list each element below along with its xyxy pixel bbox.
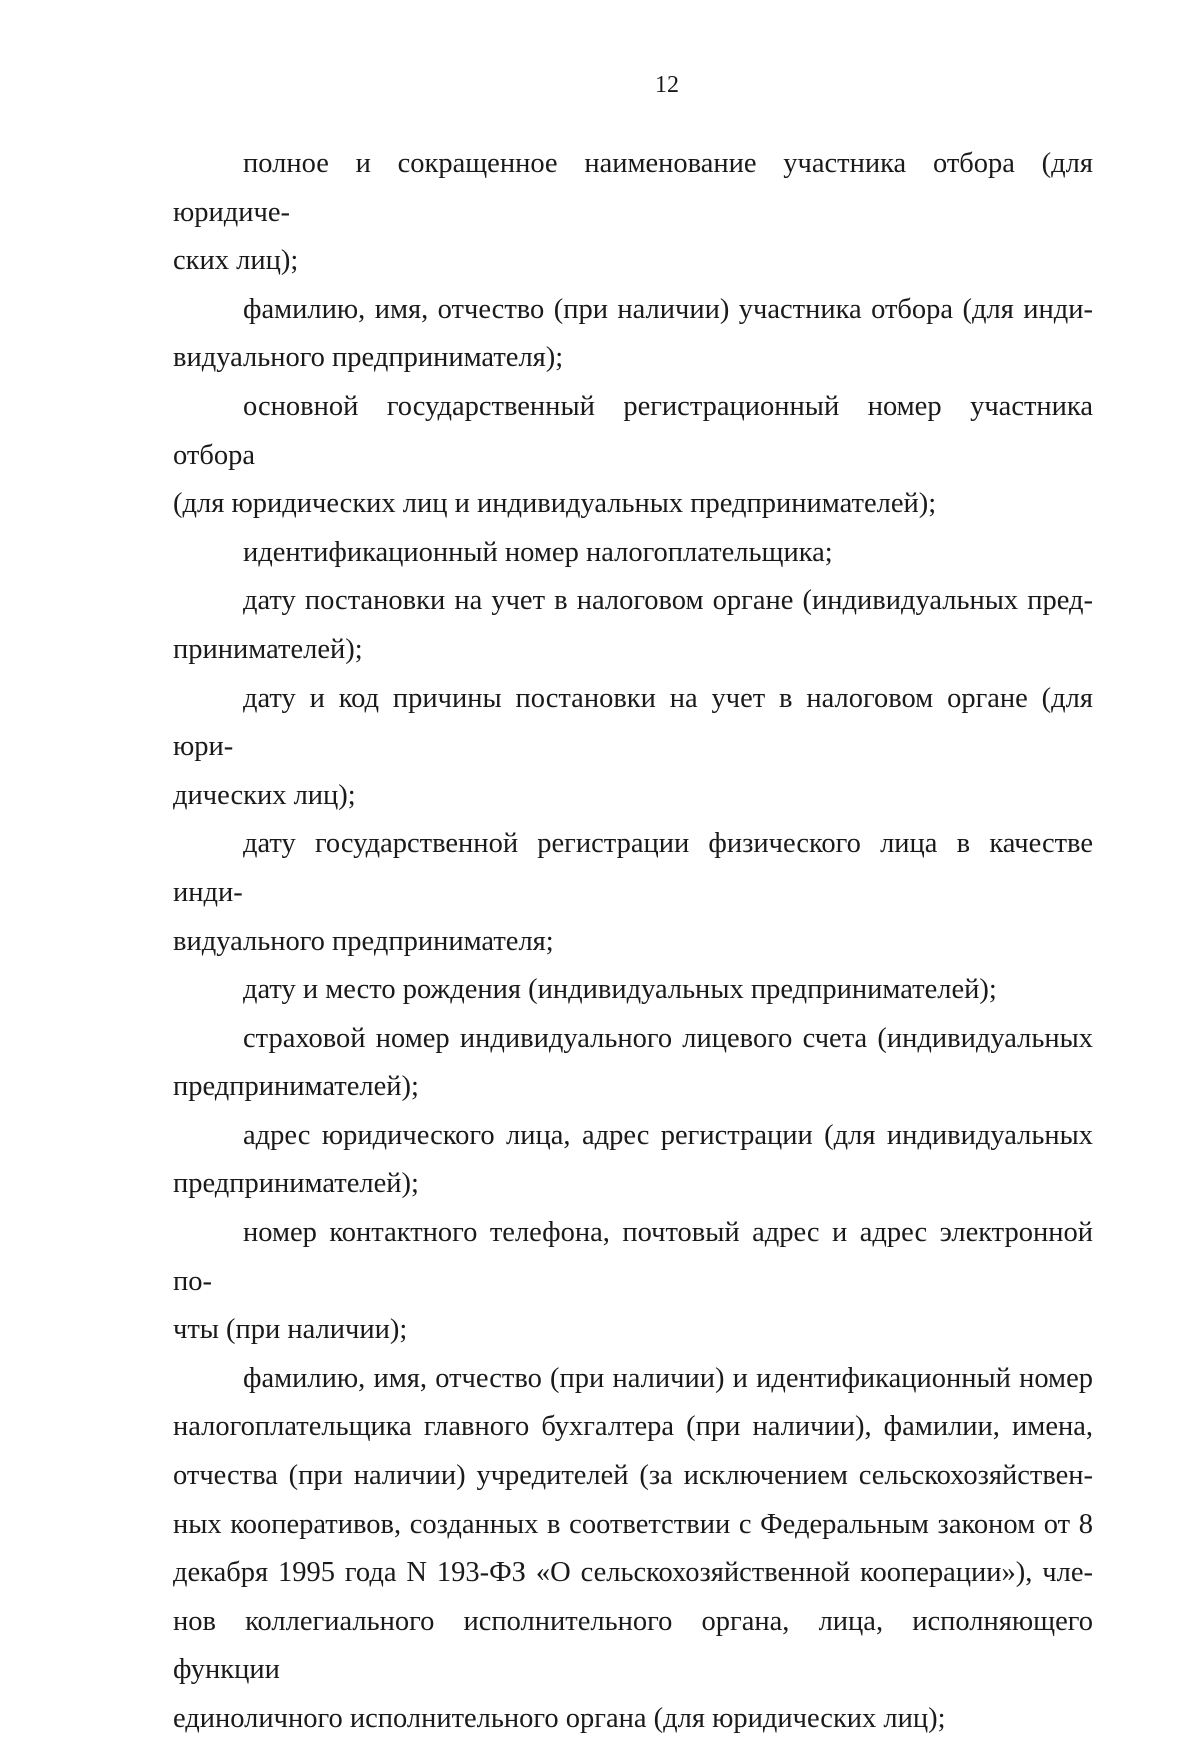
paragraph-1	[173, 140, 1093, 286]
paragraph-line: фамилию, имя, отчество (при наличии) участника отбора (для инди-	[243, 293, 1093, 325]
page-number: 12	[655, 72, 679, 98]
paragraph-line: дату государственной регистрации физического лица в качестве инди-	[173, 828, 1093, 908]
paragraph-line: номер контактного телефона, почтовый адрес и адрес электронной по-	[173, 1217, 1093, 1297]
paragraph-line: фамилию, имя, отчество (при наличии) и идентификационный номер	[243, 1362, 1093, 1394]
paragraph-line: чты (при наличии);	[173, 1314, 408, 1346]
paragraph-line: отчества (при наличии) учредителей (за исключением сельскохозяйствен-	[173, 1460, 1093, 1492]
paragraph-8	[173, 966, 1093, 1015]
paragraph-line: идентификационный номер налогоплательщика;	[243, 536, 833, 568]
paragraph-line: видуального предпринимателя;	[173, 925, 554, 957]
paragraph-line: единоличного исполнительного органа (для юридических лиц);	[173, 1703, 946, 1734]
paragraph-line: предпринимателей);	[173, 1168, 419, 1200]
paragraph-line: дату и место рождения (индивидуальных предпринимателей);	[243, 974, 997, 1006]
paragraph-12	[173, 1355, 1093, 1744]
paragraph-line: дических лиц);	[173, 779, 356, 811]
document-body	[173, 140, 1093, 1744]
paragraph-9	[173, 1015, 1093, 1112]
paragraph-line: декабря 1995 года N 193-ФЗ «О сельскохозяйственной кооперации»), чле-	[173, 1557, 1093, 1589]
paragraph-6	[173, 675, 1093, 821]
paragraph-line: адрес юридического лица, адрес регистрации (для индивидуальных	[243, 1119, 1093, 1151]
paragraph-line: видуального предпринимателя);	[173, 342, 564, 374]
paragraph-11	[173, 1209, 1093, 1355]
paragraph-line: дату и код причины постановки на учет в налоговом органе (для юри-	[173, 682, 1093, 763]
paragraph-2	[173, 286, 1093, 383]
paragraph-line: полное и сокращенное наименование участника отбора (для юридиче-	[173, 148, 1093, 228]
paragraph-line: предпринимателей);	[173, 1071, 419, 1103]
paragraph-7	[173, 820, 1093, 966]
paragraph-line: нов коллегиального исполнительного органа, лица, исполняющего функции	[173, 1605, 1093, 1686]
paragraph-10	[173, 1112, 1093, 1209]
paragraph-line: дату постановки на учет в налоговом органе (индивидуальных пред-	[243, 585, 1093, 617]
paragraph-line: налогоплательщика главного бухгалтера (при наличии), фамилии, имена,	[173, 1411, 1093, 1443]
paragraph-line: основной государственный регистрационный номер участника отбора	[173, 390, 1093, 471]
paragraph-line: ских лиц);	[173, 245, 299, 277]
paragraph-line: страховой номер индивидуального лицевого счета (индивидуальных	[243, 1022, 1093, 1054]
paragraph-line: (для юридических лиц и индивидуальных предпринимателей);	[173, 488, 937, 520]
paragraph-3	[173, 383, 1093, 529]
paragraph-line: принимателей);	[173, 633, 363, 665]
paragraph-line: ных кооперативов, созданных в соответствии с Федеральным законом от 8	[173, 1508, 1093, 1540]
paragraph-5	[173, 577, 1093, 674]
paragraph-4	[173, 529, 1093, 578]
